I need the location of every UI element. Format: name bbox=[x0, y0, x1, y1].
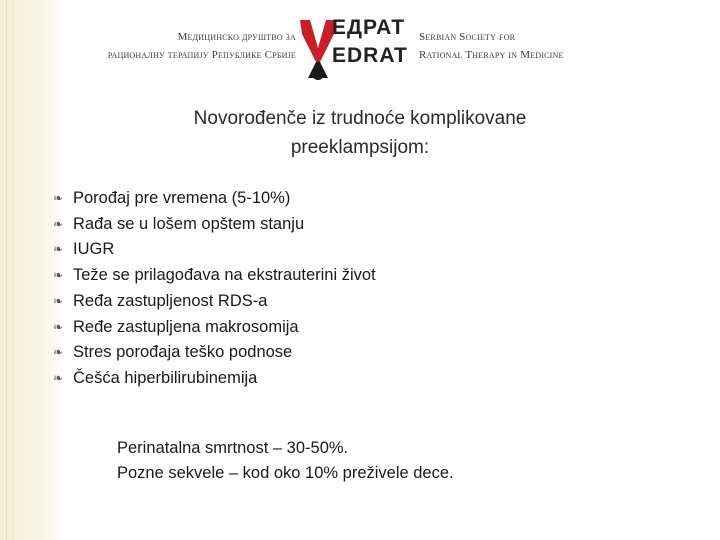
society-name-serbian-line2: рационалну терапију Републике Србије bbox=[107, 49, 296, 61]
mortality-note: Perinatalna smrtnost – 30-50%. bbox=[117, 439, 349, 457]
bullet-icon: ❧ bbox=[53, 319, 64, 334]
medrat-logo bbox=[298, 14, 414, 82]
slide-header bbox=[72, 14, 592, 82]
slide-title-line1: Novorođenče iz trudnoće komplikovane bbox=[193, 108, 527, 129]
list-item bbox=[52, 237, 612, 263]
bullet-icon: ❧ bbox=[53, 268, 64, 283]
society-name-serbian bbox=[72, 28, 296, 64]
list-item bbox=[52, 289, 612, 315]
bullet-icon: ❧ bbox=[53, 191, 64, 205]
bullet-icon: ❧ bbox=[53, 370, 64, 385]
bullet-icon: ❧ bbox=[53, 242, 64, 257]
society-name-serbian-line1: Медицинско друштво за bbox=[177, 31, 296, 43]
list-item bbox=[52, 263, 612, 289]
sequelae-note: Pozne sekvele – kod oko 10% preživele dece. bbox=[117, 464, 454, 482]
list-item-text: Rađa se u lošem opštem stanju bbox=[73, 214, 305, 233]
list-item-text: Teže se prilagođava na ekstrauterini život bbox=[73, 266, 376, 285]
side-divider-line bbox=[12, 0, 13, 540]
bullet-icon: ❧ bbox=[53, 345, 64, 360]
list-item-text: Stres porođaja teško podnose bbox=[73, 343, 293, 362]
society-name-english-line1: Serbian Society for bbox=[419, 31, 516, 43]
list-item-text: Ređe zastupljena makrosomija bbox=[73, 317, 299, 336]
list-item-text: IUGR bbox=[73, 240, 115, 259]
bullet-icon: ❧ bbox=[53, 293, 64, 308]
side-divider-line bbox=[6, 0, 7, 540]
list-item bbox=[52, 315, 612, 341]
list-item-text: Češća hiperbilirubinemija bbox=[73, 368, 258, 387]
bullet-icon: ❧ bbox=[53, 216, 64, 231]
slide-title bbox=[110, 104, 610, 162]
logo-text-cyrillic: ЕДРАТ bbox=[332, 16, 406, 39]
list-item bbox=[52, 212, 612, 238]
slide-title-line2: preeklampsijom: bbox=[290, 137, 430, 158]
society-name-english bbox=[419, 28, 594, 64]
list-item-text: Ređa zastupljenost RDS-a bbox=[73, 291, 268, 310]
list-item bbox=[52, 186, 612, 212]
society-name-english-line2: Rational Therapy in Medicine bbox=[419, 49, 564, 61]
list-item bbox=[52, 340, 612, 366]
bullet-list bbox=[52, 186, 612, 392]
logo-text-latin: EDRAT bbox=[332, 44, 408, 67]
list-item bbox=[52, 366, 612, 392]
list-item-text: Porođaj pre vremena (5-10%) bbox=[73, 189, 291, 207]
summary-notes bbox=[117, 436, 637, 486]
